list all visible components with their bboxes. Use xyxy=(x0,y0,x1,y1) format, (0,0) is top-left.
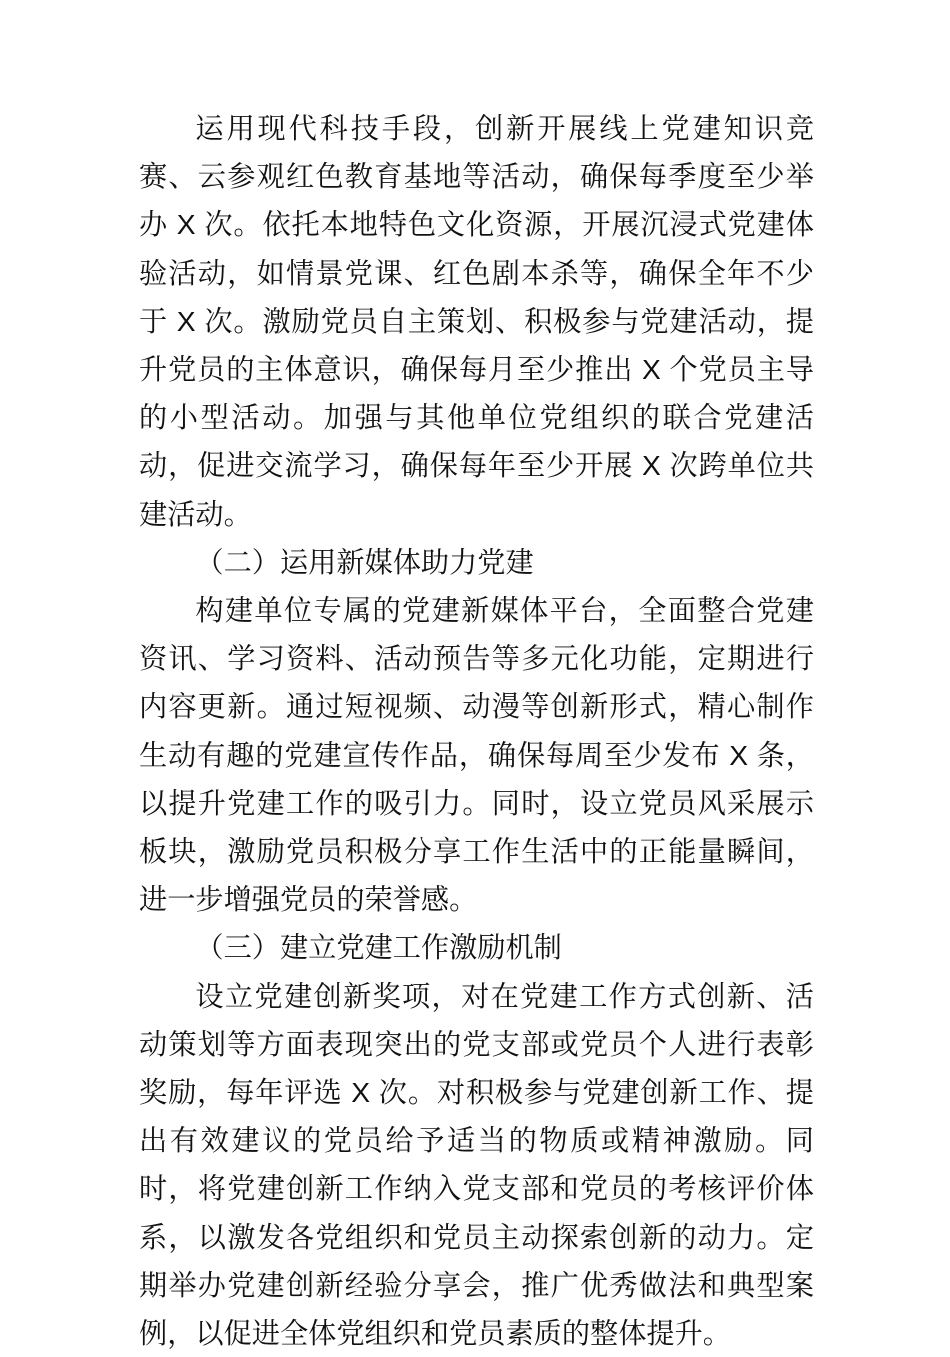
heading-section-three: （三）建立党建工作激励机制 xyxy=(195,931,562,964)
paragraph-continuation: 运用现代科技手段，创新开展线上党建知识竞赛、云参观红色教育基地等活动，确保每季度至少举办 X 次。依托本地特色文化资源，开展沉浸式党建体验活动，如情景党课、红色剧本杀等，确保全年不少于 X 次。激励党员自主策划、积极参与党建活动，提升党员的主体意识，确保每月至少推出 X 个党员主导的小型活动。加强与其他单位党组织的联合党建活动，促进交流学习，确保每年至少开展 X 次跨单位共建活动。 xyxy=(139,112,814,530)
heading-section-two: （二）运用新媒体助力党建 xyxy=(195,545,534,578)
document-body xyxy=(139,104,814,1357)
paragraph-section-three-body: 设立党建创新奖项，对在党建工作方式创新、活动策划等方面表现突出的党支部或党员个人进行表彰奖励，每年评选 X 次。对积极参与党建创新工作、提出有效建议的党员给予适当的物质或精神激励。同时，将党建创新工作纳入党支部和党员的考核评价体系，以激发各党组织和党员主动探索创新的动力。定期举办党建创新经验分享会，推广优秀做法和典型案例，以促进全体党组织和党员素质的整体提升。 xyxy=(139,979,814,1350)
paragraph-section-two-body: 构建单位专属的党建新媒体平台，全面整合党建资讯、学习资料、活动预告等多元化功能，定期进行内容更新。通过短视频、动漫等创新形式，精心制作生动有趣的党建宣传作品，确保每周至少发布 X 条，以提升党建工作的吸引力。同时，设立党员风采展示板块，激励党员积极分享工作生活中的正能量瞬间，进一步增强党员的荣誉感。 xyxy=(139,594,814,916)
